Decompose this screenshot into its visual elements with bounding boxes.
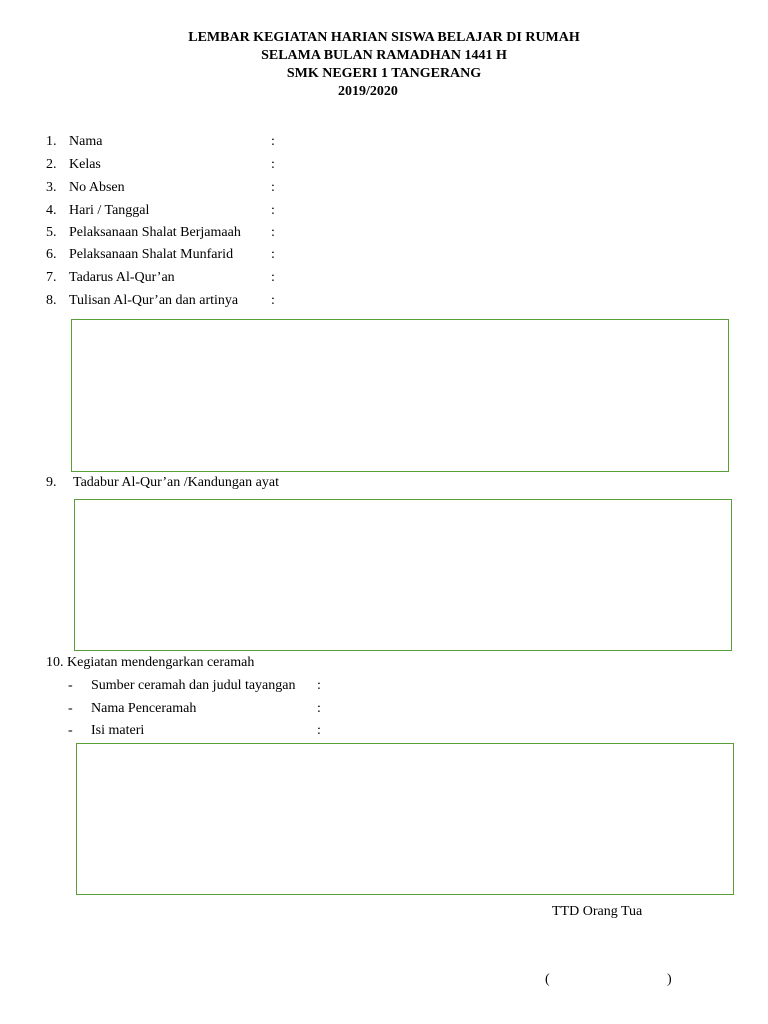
sub-item-dash: -	[68, 678, 73, 693]
section-9-row	[0, 473, 768, 493]
section-10-label: 10. Kegiatan mendengarkan ceramah	[46, 655, 255, 670]
field-label: Pelaksanaan Shalat Munfarid	[69, 247, 234, 262]
field-label: Kelas	[69, 157, 101, 172]
section-9-label: Tadabur Al-Qur’an /Kandungan ayat	[73, 475, 279, 490]
field-number: 3.	[46, 180, 57, 195]
sub-item-colon: :	[317, 678, 321, 693]
title-line-3: SMK NEGERI 1 TANGERANG	[286, 66, 482, 81]
field-number: 1.	[46, 134, 57, 149]
field-row-kelas	[0, 155, 768, 175]
title-line-1: LEMBAR KEGIATAN HARIAN SISWA BELAJAR DI RUMAH	[188, 30, 580, 45]
title-line-4: 2019/2020	[338, 84, 398, 99]
title-line-2: SELAMA BULAN RAMADHAN 1441 H	[261, 48, 507, 63]
field-label: Hari / Tanggal	[69, 203, 150, 218]
sub-item-label: Isi materi	[91, 723, 145, 738]
field-number: 5.	[46, 225, 57, 240]
field-number: 8.	[46, 293, 57, 308]
tulisan-quran-box[interactable]	[71, 319, 729, 472]
sub-item-label: Nama Penceramah	[91, 701, 197, 716]
sub-item-label: Sumber ceramah dan judul tayangan	[91, 678, 296, 693]
field-label: No Absen	[69, 180, 125, 195]
sub-item-sumber-ceramah	[0, 676, 768, 696]
field-colon: :	[271, 270, 275, 285]
field-colon: :	[271, 203, 275, 218]
field-colon: :	[271, 247, 275, 262]
field-colon: :	[271, 293, 275, 308]
signature-open-paren: (	[545, 972, 550, 987]
field-row-nama	[0, 132, 768, 152]
tadabur-box[interactable]	[74, 499, 732, 651]
sub-item-colon: :	[317, 701, 321, 716]
sub-item-nama-penceramah	[0, 699, 768, 719]
sub-item-dash: -	[68, 723, 73, 738]
field-colon: :	[271, 157, 275, 172]
signature-close-paren: )	[667, 972, 672, 987]
section-9-number: 9.	[46, 475, 57, 490]
field-number: 7.	[46, 270, 57, 285]
field-colon: :	[271, 225, 275, 240]
field-label: Pelaksanaan Shalat Berjamaah	[69, 225, 241, 240]
field-colon: :	[271, 134, 275, 149]
field-row-no-absen	[0, 178, 768, 198]
field-number: 2.	[46, 157, 57, 172]
field-colon: :	[271, 180, 275, 195]
signature-label: TTD Orang Tua	[552, 904, 643, 919]
field-row-hari-tanggal	[0, 201, 768, 221]
field-row-tulisan-quran	[0, 291, 768, 311]
section-10-row	[0, 653, 768, 673]
field-label: Nama	[69, 134, 103, 149]
sub-item-isi-materi	[0, 721, 768, 741]
field-number: 4.	[46, 203, 57, 218]
field-row-shalat-munfarid	[0, 245, 768, 265]
sub-item-colon: :	[317, 723, 321, 738]
sub-item-dash: -	[68, 701, 73, 716]
field-row-shalat-berjamaah	[0, 223, 768, 243]
field-label: Tulisan Al-Qur’an dan artinya	[69, 293, 239, 308]
field-row-tadarus	[0, 268, 768, 288]
field-number: 6.	[46, 247, 57, 262]
isi-materi-box[interactable]	[76, 743, 734, 895]
field-label: Tadarus Al-Qur’an	[69, 270, 175, 285]
